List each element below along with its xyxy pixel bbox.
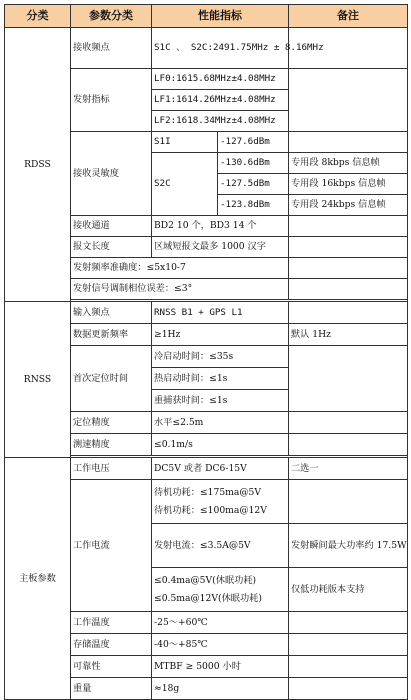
param-value: 发射频率准确度：≤5x10-7: [71, 258, 289, 279]
note-cell: 发射瞬间最大功率约 17.5W: [289, 524, 408, 568]
param-label: 工作电流: [71, 480, 152, 612]
param-value: LF1:1614.26MHz±4.08MHz: [152, 90, 289, 111]
note-cell: [289, 216, 408, 237]
header-param: 参数分类: [71, 5, 152, 28]
param-value: 热启动时间：≤1s: [152, 368, 289, 390]
param-value: ≥1Hz: [152, 324, 289, 346]
param-label: 接收通道: [71, 216, 152, 237]
note-cell: [289, 302, 408, 324]
category-board: 主板参数: [5, 458, 71, 700]
table-row: [5, 458, 408, 480]
param-label: 接收灵敏度: [71, 132, 152, 216]
param-label: 报文长度: [71, 237, 152, 258]
header-perf: 性能指标: [152, 5, 289, 28]
note-cell: 专用段 16kbps 信息帧: [289, 174, 408, 195]
param-value: ≤0.1m/s: [152, 434, 289, 456]
note-cell: [289, 279, 408, 300]
note-cell: [289, 69, 408, 132]
note-cell: [289, 346, 408, 412]
spec-table: [4, 4, 408, 700]
param-label: 存储温度: [71, 634, 152, 656]
header-note: 备注: [289, 5, 408, 28]
param-value: S1I: [152, 132, 218, 153]
param-value: RNSS B1 + GPS L1: [152, 302, 289, 324]
category-rnss: RNSS: [5, 302, 71, 458]
param-value: S2C: [152, 153, 218, 216]
param-value: DC5V 或者 DC6-15V: [152, 458, 289, 480]
param-value: S1C 、 S2C:2491.75MHz ± 8.16MHz: [152, 28, 289, 69]
note-cell: 默认 1Hz: [289, 324, 408, 346]
note-cell: [289, 612, 408, 634]
param-value: [152, 480, 289, 524]
param-label: 发射指标: [71, 69, 152, 132]
param-value: LF2:1618.34MHz±4.08MHz: [152, 111, 289, 132]
sleep-current-12v: ≤0.5ma@12V(休眠功耗): [154, 592, 262, 604]
note-cell: [289, 678, 408, 700]
param-value: 发射信号调制相位误差：≤3°: [71, 279, 289, 300]
param-value: 水平≤2.5m: [152, 412, 289, 434]
param-label: 可靠性: [71, 656, 152, 678]
standby-current-12v: 待机功耗：≤100ma@12V: [154, 504, 267, 516]
note-cell: [289, 132, 408, 153]
param-value: -127.6dBm: [218, 132, 289, 153]
param-value: -127.5dBm: [218, 174, 289, 195]
note-cell: [289, 634, 408, 656]
note-cell: [289, 412, 408, 434]
param-value: ≈18g: [152, 678, 289, 700]
note-cell: 二选一: [289, 458, 408, 480]
sleep-current-5v: ≤0.4ma@5V(休眠功耗): [154, 574, 257, 586]
param-label: 接收频点: [71, 28, 152, 69]
param-value: BD2 10 个，BD3 14 个: [152, 216, 289, 237]
param-label: 输入频点: [71, 302, 152, 324]
param-value: 发射电流：≤3.5A@5V: [152, 524, 289, 568]
param-value: -123.8dBm: [218, 195, 289, 216]
category-rdss: RDSS: [5, 28, 71, 302]
note-cell: [289, 258, 408, 279]
table-row: [5, 28, 408, 69]
param-label: 重量: [71, 678, 152, 700]
param-value: 重捕获时间：≤1s: [152, 390, 289, 412]
note-cell: 专用段 24kbps 信息帧: [289, 195, 408, 216]
note-cell: [289, 434, 408, 456]
param-value: -40～+85℃: [152, 634, 289, 656]
note-cell: [289, 656, 408, 678]
param-value: 冷启动时间：≤35s: [152, 346, 289, 368]
param-label: 测速精度: [71, 434, 152, 456]
header-row: [5, 5, 408, 28]
param-label: 首次定位时间: [71, 346, 152, 412]
param-value: -25～+60℃: [152, 612, 289, 634]
header-category: 分类: [5, 5, 71, 28]
param-value: [152, 568, 289, 612]
param-label: 工作电压: [71, 458, 152, 480]
param-label: 定位精度: [71, 412, 152, 434]
note-cell: 专用段 8kbps 信息帧: [289, 153, 408, 174]
param-value: LF0:1615.68MHz±4.08MHz: [152, 69, 289, 90]
param-value: 区域短报文最多 1000 汉字: [152, 237, 289, 258]
param-value: -130.6dBm: [218, 153, 289, 174]
param-label: 工作温度: [71, 612, 152, 634]
note-cell: [289, 237, 408, 258]
param-value: MTBF ≥ 5000 小时: [152, 656, 289, 678]
note-cell: 仅低功耗版本支持: [289, 568, 408, 612]
standby-current-5v: 待机功耗：≤175ma@5V: [154, 486, 262, 498]
note-cell: [289, 480, 408, 524]
table-row: [5, 302, 408, 324]
param-label: 数据更新频率: [71, 324, 152, 346]
